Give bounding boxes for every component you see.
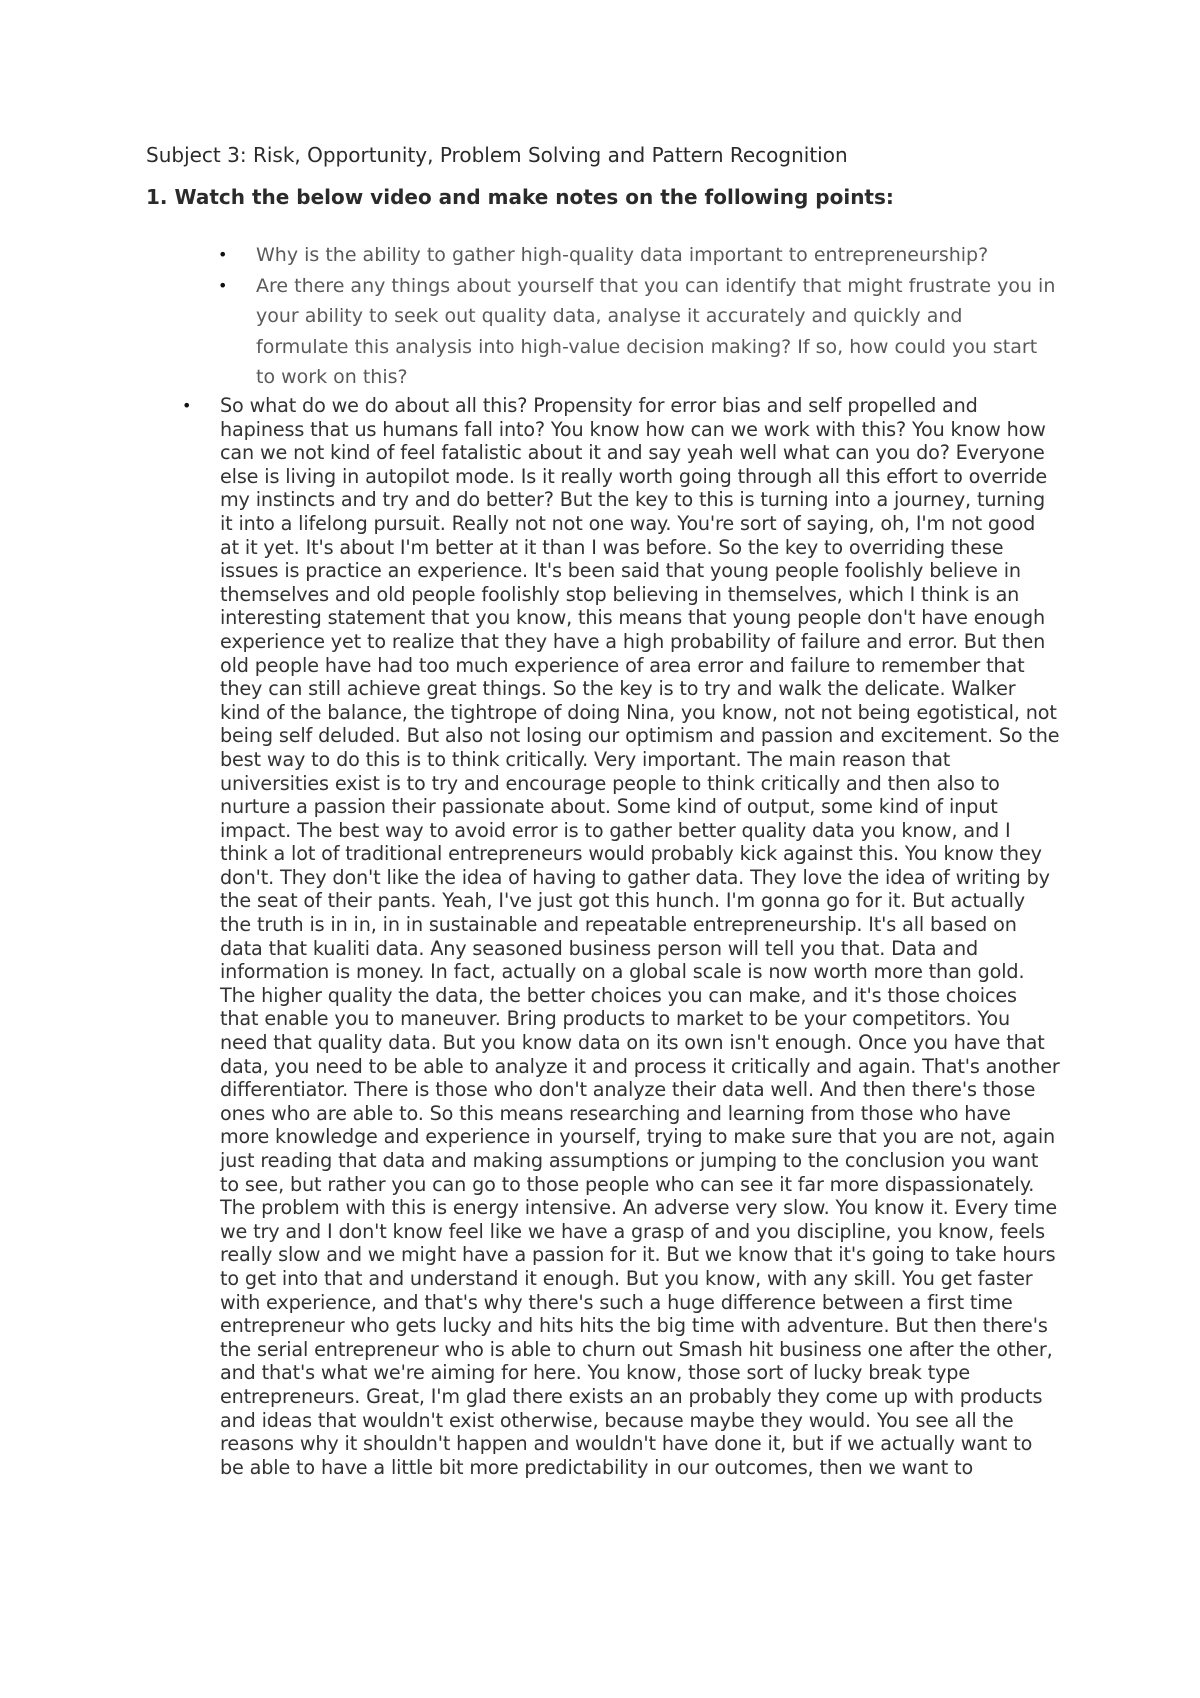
- bullet-icon: •: [218, 245, 228, 264]
- bullet-icon: •: [182, 396, 192, 415]
- question-item-2: [216, 271, 1056, 393]
- notes-item: [180, 394, 1060, 1479]
- subject-heading: Subject 3: Risk, Opportunity, Problem Solving and Pattern Recognition: [146, 143, 848, 167]
- question-list: [216, 240, 1056, 393]
- notes-paragraph: So what do we do about all this? Propensity for error bias and self propelled and hapiness that us humans fall into? You know how can we work with this? You know how can we not kind of feel fatalistic about it and say yeah well what can you do? Everyone else is living in autopilot mode. Is it really worth going through all this effort to override my instincts and try and do better? But the key to this is turning into a journey, turning it into a lifelong pursuit. Really not not one way. You're sort of saying, oh, I'm not good at it yet. It's about I'm better at it than I was before. So the key to overriding these issues is practice an experience. It's been said that young people foolishly believe in themselves and old people foolishly stop believing in themselves, which I think is an interesting statement that you know, this means that young people don't have enough experience yet to realize that they have a high probability of failure and error. But then old people have had too much experience of area error and failure to remember that they can still achieve great things. So the key is to try and walk the delicate. Walker kind of the balance, the tightrope of doing Nina, you know, not not being egotistical, not being self deluded. But also not losing our optimism and passion and excitement. So the best way to do this is to think critically. Very important. The main reason that universities exist is to try and encourage people to think critically and then also to nurture a passion their passionate about. Some kind of output, some kind of input impact. The best way to avoid error is to gather better quality data you know, and I think a lot of traditional entrepreneurs would probably kick against this. You know they don't. They don't like the idea of having to gather data. They love the idea of writing by the seat of their pants. Yeah, I've just got this hunch. I'm gonna go for it. But actually the truth is in in, in in sustainable and repeatable entrepreneurship. It's all based on data that kualiti data. Any seasoned business person will tell you that. Data and information is money. In fact, actually on a global scale is now worth more than gold. The higher quality the data, the better choices you can make, and it's those choices that enable you to maneuver. Bring products to market to be your competitors. You need that quality data. But you know data on its own isn't enough. Once you have that data, you need to be able to analyze it and process it critically and again. That's another differentiator. There is those who don't analyze their data well. And then there's those ones who are able to. So this means researching and learning from those who have more knowledge and experience in yourself, trying to make sure that you are not, again just reading that data and making assumptions or jumping to the conclusion you want to see, but rather you can go to those people who can see it far more dispassionately. The problem with this is energy intensive. An adverse very slow. You know it. Every time we try and I don't know feel like we have a grasp of and you discipline, you know, feels really slow and we might have a passion for it. But we know that it's going to take hours to get into that and understand it enough. But you know, with any skill. You get faster with experience, and that's why there's such a huge difference between a first time entrepreneur who gets lucky and hits hits the big time with adventure. But then there's the serial entrepreneur who is able to churn out Smash hit business one after the other, and that's what we're aiming for here. You know, those sort of lucky break type entrepreneurs. Great, I'm glad there exists an an probably they come up with products and ideas that wouldn't exist otherwise, because maybe they would. You see all the reasons why it shouldn't happen and wouldn't have done it, but if we actually want to be able to have a little bit more predictability in our outcomes, then we want to: [220, 394, 1060, 1479]
- question-item-1: [216, 240, 1056, 271]
- task-heading: 1. Watch the below video and make notes on the following points:: [146, 185, 894, 209]
- question-text: Are there any things about yourself that you can identify that might frustrate you in your ability to seek out quality data, analyse it accurately and quickly and formulate this analysis into high-value decision making? If so, how could you start to work on this?: [256, 274, 1056, 388]
- notes-list: [180, 394, 1060, 1479]
- question-text: Why is the ability to gather high-quality data important to entrepreneurship?: [256, 244, 989, 266]
- bullet-icon: •: [218, 275, 228, 295]
